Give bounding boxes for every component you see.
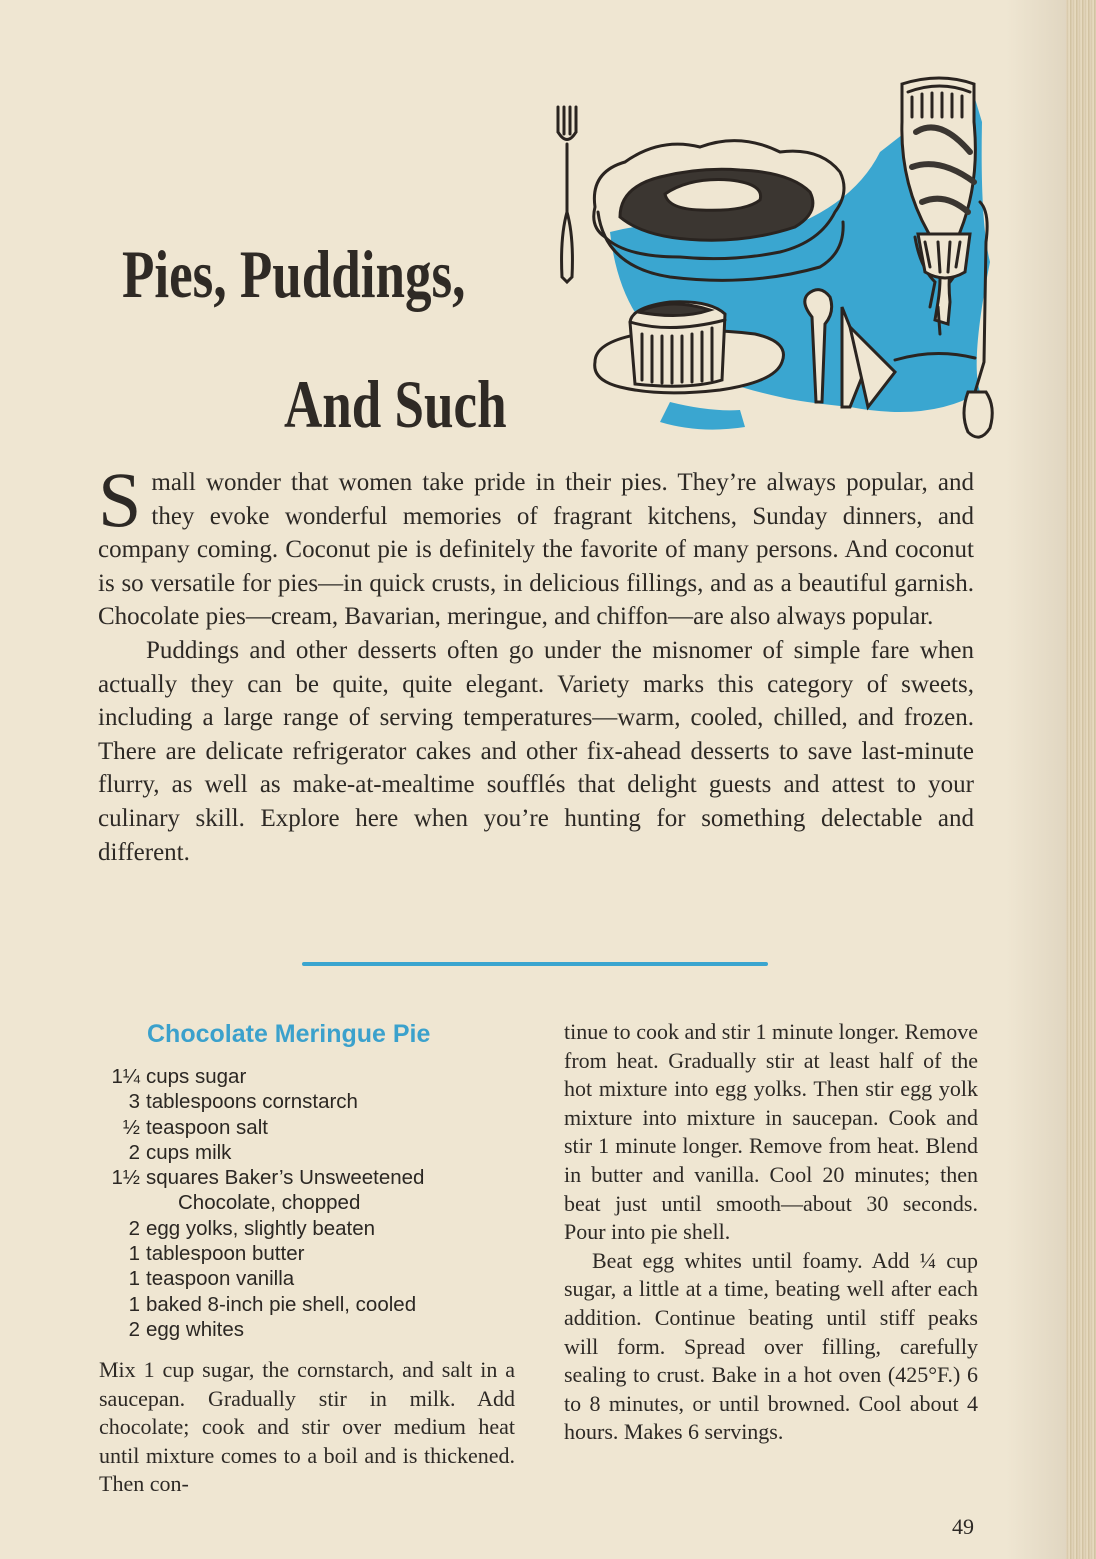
recipe-method-paragraph-1: tinue to cook and stir 1 minute longer. Remove from heat. Gradually stir at least half of the hot mixture into egg yolks. Then stir egg yolk mixture into mixture in saucepan. Cook and stir 1 minute longer. Remove from heat. Blend in butter and vanilla. Cool 20 minutes; then beat just until smooth—about 30 seconds. Pour into pie shell. (564, 1019, 978, 1245)
ingredient-text-continued: Chocolate, chopped (178, 1191, 361, 1215)
ingredient-item (98, 1115, 528, 1140)
ingredient-text: egg whites (146, 1317, 245, 1341)
ingredient-text: cups sugar (146, 1065, 247, 1088)
intro-paragraph-1-text: mall wonder that women take pride in their pies. They’re always popular, and they evoke wonderful memories of fragrant kitchens, Sunday dinners, and company coming. Coconut pie is definitely the favorite of many persons. And coconut is so versatile for pies—in quick crusts, in delicious fillings, and as a beautiful garnish. Chocolate pies—cream, Bavarian, meringue, and chiffon—are also always popular. (98, 469, 974, 631)
ingredient-text: teaspoon salt (146, 1115, 268, 1139)
ingredient-quantity: 1 (128, 1292, 140, 1316)
ingredient-text: cups milk (146, 1140, 232, 1164)
recipe-method-paragraph-2: Beat egg whites until foamy. Add ¼ cup sugar, a little at a time, beating well after each addition. Continue beating until stiff peaks will form. Spread over filling, carefully sealing to crust. Bake in a hot oven (425°F.) 6 to 8 minutes, or until browned. Cool about 4 hours. Makes 6 servings. (564, 1247, 978, 1445)
ingredient-quantity: ½ (122, 1115, 140, 1139)
recipe-method-left-column: Mix 1 cup sugar, the cornstarch, and salt in a saucepan. Gradually stir in milk. Add chocolate; cook and stir over medium heat until mixture comes to a boil and is thickened. Then con- (99, 1357, 515, 1497)
recipe-title: Chocolate Meringue Pie (147, 1020, 431, 1048)
ingredient-item (98, 1089, 528, 1114)
intro-text (98, 456, 974, 869)
ingredient-text: baked 8-inch pie shell, cooled (146, 1292, 417, 1316)
drop-cap: S (98, 456, 142, 543)
ingredient-text: tablespoon butter (146, 1242, 305, 1266)
recipe-method-right-column (564, 1018, 978, 1447)
ingredient-quantity: 1½ (111, 1166, 140, 1190)
ingredient-quantity: 2 (128, 1216, 140, 1240)
ingredient-item (98, 1140, 528, 1165)
ingredient-quantity: 3 (128, 1090, 140, 1114)
ingredient-quantity: 1 (128, 1267, 140, 1291)
ingredient-item (98, 1241, 528, 1266)
ingredient-item (98, 1165, 528, 1216)
intro-paragraph-2: Puddings and other desserts often go under the misnomer of simple fare when actually they can be quite, quite elegant. Variety marks this category of sweets, including a large range of serving temperatures—warm, cooled, chilled, and frozen. There are delicate refrigerator cakes and other fix-ahead desserts to save last-minute flurry, as well as make-at-mealtime soufflés that delight guests and attest to your culinary skill. Explore here when you’re hunting for something delectable and different. (98, 636, 974, 866)
ingredient-quantity: 1¼ (111, 1065, 140, 1088)
intro-paragraph-1 (98, 456, 974, 634)
ingredient-item (98, 1216, 528, 1241)
table-setting-illustration-icon (550, 62, 1030, 472)
ingredient-list (98, 1064, 528, 1342)
ingredient-text: egg yolks, slightly beaten (146, 1216, 376, 1240)
ingredient-item (98, 1317, 528, 1342)
ingredient-text: squares Baker’s Unsweetened (146, 1166, 425, 1190)
page-number: 49 (952, 1514, 974, 1539)
ingredient-text: tablespoons cornstarch (146, 1090, 358, 1114)
book-page-edges (1066, 0, 1096, 1559)
chapter-title-line-1: Pies, Puddings, (122, 236, 466, 312)
ingredient-quantity: 1 (128, 1242, 140, 1266)
ingredient-item (98, 1064, 528, 1089)
ingredient-item (98, 1292, 528, 1317)
ingredient-text: teaspoon vanilla (146, 1267, 295, 1291)
ingredient-item (98, 1266, 528, 1291)
ingredient-quantity: 2 (128, 1317, 140, 1341)
ingredient-quantity: 2 (128, 1140, 140, 1164)
chapter-title-line-2: And Such (284, 366, 507, 442)
section-divider (302, 962, 768, 966)
